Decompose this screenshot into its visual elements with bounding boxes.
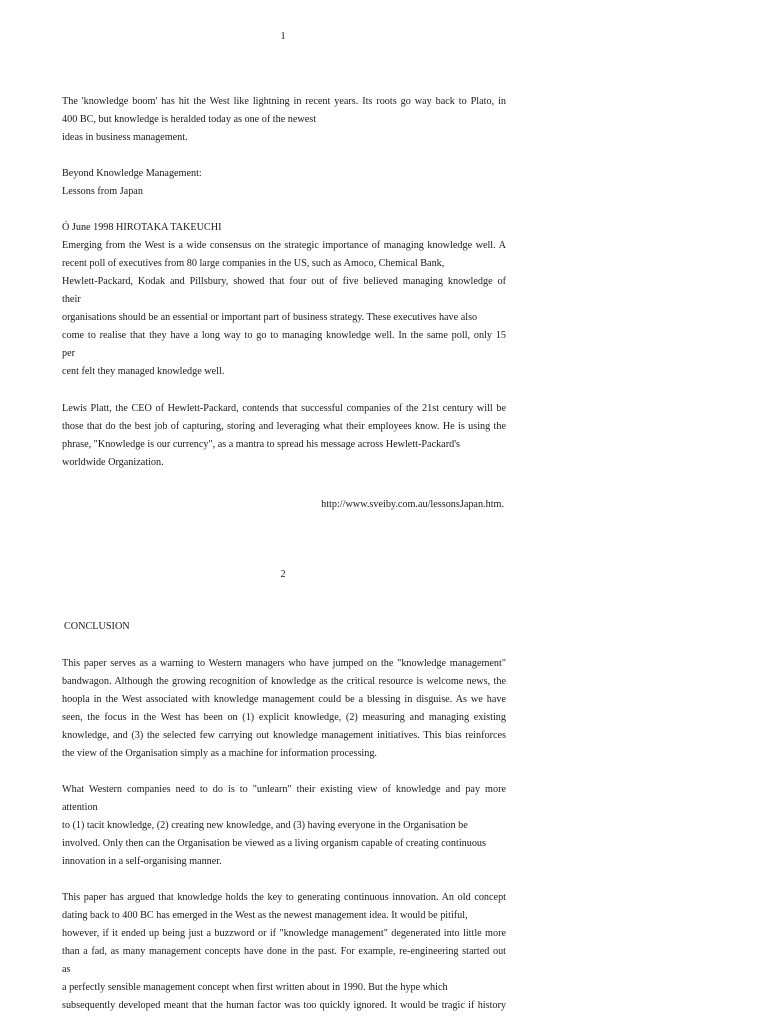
text-line: Lewis Platt, the CEO of Hewlett-Packard, contends that successful companies of the 21st century will be [62,403,506,414]
text-line: to (1) tacit knowledge, (2) creating new knowledge, and (3) having everyone in the Organisation be [62,820,468,831]
text-line: dating back to 400 BC has emerged in the West as the newest management idea. It would be pitiful, [62,910,468,921]
intro-paragraph [62,93,506,147]
text-line: attention [62,802,98,813]
text-line: involved. Only then can the Organisation be viewed as a living organism capable of creating continuous [62,838,486,849]
text-line: recent poll of executives from 80 large companies in the US, such as Amoco, Chemical Bank, [62,258,445,269]
source-url: http://www.sveiby.com.au/lessonsJapan.htm. [321,499,504,510]
paragraph-consensus [62,237,506,381]
author-line [62,219,506,237]
text-line: seen, the focus in the West has been on (1) explicit knowledge, (2) measuring and managing existing [62,712,506,723]
text-line: bandwagon. Although the growing recognition of knowledge as the critical resource is welcome news, the [62,676,506,687]
conclusion-paragraph-3 [62,889,506,1015]
text-line: Emerging from the West is a wide consensus on the strategic importance of managing knowledge well. A [62,240,506,251]
text-line: ideas in business management. [62,132,188,143]
text-line: their [62,294,81,305]
page-number-1: 1 [280,31,286,42]
text-line: 400 BC, but knowledge is heralded today as one of the newest [62,114,317,125]
title-line: Lessons from Japan [62,186,143,197]
text-line: organisations should be an essential or important part of business strategy. These executives have also [62,312,478,323]
text-line: come to realise that they have a long way to go to managing knowledge well. In the same poll, only 15 [62,330,506,341]
text-line: those that do the best job of capturing, storing and leveraging what their employees know. He is using the [62,421,506,432]
text-line: as [62,964,71,975]
text-line: The 'knowledge boom' has hit the West like lightning in recent years. Its roots go way back to Plato, in [62,96,506,107]
text-line: innovation in a self-organising manner. [62,856,222,867]
text-line: This paper serves as a warning to Western managers who have jumped on the "knowledge management" [62,658,506,669]
text-line: cent felt they managed knowledge well. [62,366,225,377]
text-line: Hewlett-Packard, Kodak and Pillsbury, showed that four out of five believed managing knowledge of [62,276,506,287]
text-line: hoopla in the West associated with knowledge management could be a blessing in disguise. As we have [62,694,506,705]
document-title [62,165,506,201]
text-line: a perfectly sensible management concept when first written about in 1990. But the hype which [62,982,448,993]
text-line: the view of the Organisation simply as a machine for information processing. [62,748,377,759]
page-number-2: 2 [280,569,286,580]
text-line: What Western companies need to do is to "unlearn" their existing view of knowledge and pay more [62,784,506,795]
conclusion-paragraph-1 [62,655,506,763]
title-line: Beyond Knowledge Management: [62,168,202,179]
text-line: Ó June 1998 HIROTAKA TAKEUCHI [62,222,222,233]
text-line: phrase, "Knowledge is our currency", as a mantra to spread his message across Hewlett-Packard's [62,439,460,450]
text-line: This paper has argued that knowledge holds the key to generating continuous innovation. An old concept [62,892,506,903]
text-line: subsequently developed meant that the human factor was too quickly ignored. It would be tragic if history [62,1000,506,1011]
text-line: however, if it ended up being just a buzzword or if "knowledge management" degenerated into little more [62,928,506,939]
conclusion-paragraph-2 [62,781,506,871]
text-line: per [62,348,76,359]
text-line: than a fad, as many management concepts have done in the past. For example, re-engineering started out [62,946,506,957]
text-line: worldwide Organization. [62,457,164,468]
paragraph-lewis-platt [62,400,506,472]
conclusion-heading: CONCLUSION [64,621,130,632]
text-line: knowledge, and (3) the selected few carrying out knowledge management initiatives. This bias reinforces [62,730,506,741]
